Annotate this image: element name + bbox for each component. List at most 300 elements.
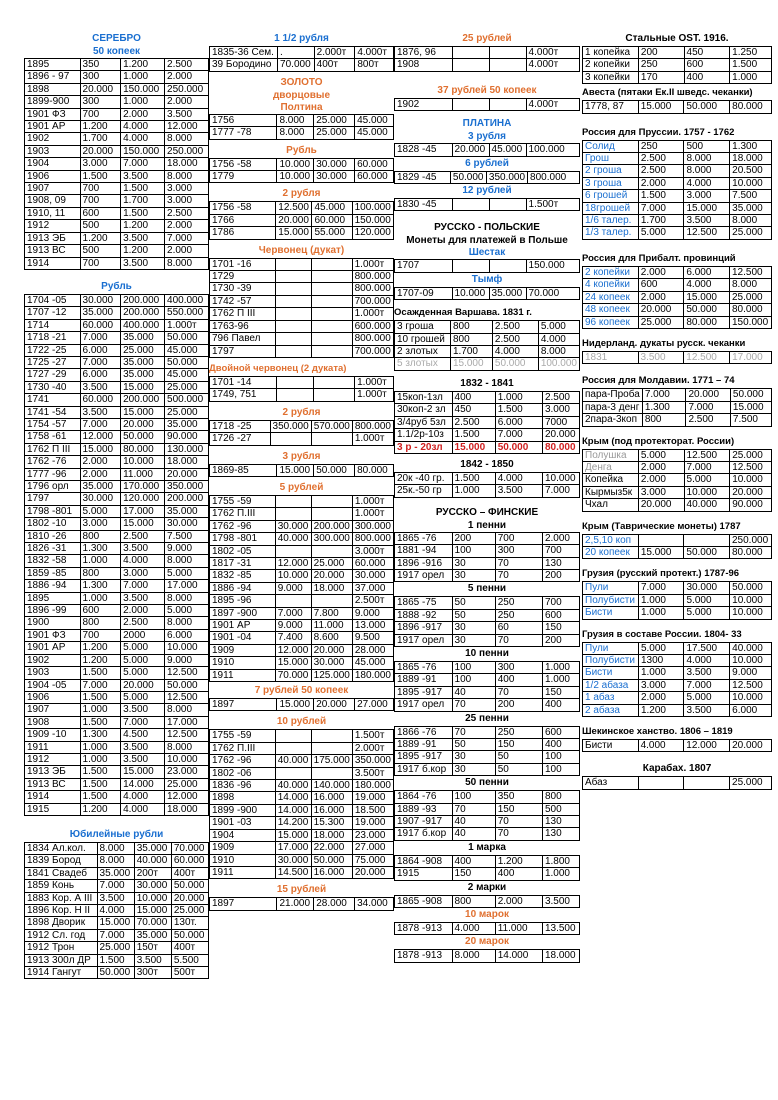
table-row	[25, 691, 209, 703]
table-row	[395, 472, 580, 484]
table-cell: 1917 орел	[395, 699, 453, 711]
table-cell: 8.600	[311, 632, 352, 644]
table-cell: 1900	[25, 617, 81, 629]
table-cell: 1.000	[638, 594, 684, 606]
section-title: 2 рубля	[282, 406, 321, 418]
table-cell: 5.000	[121, 667, 165, 679]
table-row	[210, 114, 394, 126]
table-cell: 200.000	[311, 520, 352, 532]
table-cell: 800	[80, 617, 121, 629]
table-row	[25, 505, 209, 517]
table-row	[25, 929, 209, 941]
price-table	[582, 388, 772, 426]
table-cell: 1.300	[642, 401, 686, 413]
table-cell: 3.000	[542, 404, 579, 416]
table-row	[395, 763, 580, 775]
table-cell: 1836 -96	[210, 780, 276, 792]
table-cell: 200	[542, 569, 579, 581]
table-cell: 1.000т	[352, 308, 393, 320]
table-cell: 55.000	[312, 227, 352, 239]
table-row	[210, 171, 394, 183]
table-cell: 22.000	[311, 842, 352, 854]
table-cell: 10.000	[730, 177, 772, 189]
table-row	[210, 755, 394, 767]
table-cell	[276, 308, 312, 320]
table-cell: 400	[542, 739, 579, 751]
table-cell: 7.000	[97, 880, 134, 892]
table-row	[583, 534, 772, 546]
table-cell: 15.300	[311, 817, 352, 829]
table-cell: 1902	[25, 654, 81, 666]
price-section	[582, 567, 772, 619]
table-cell: 3.500т	[352, 767, 393, 779]
table-row	[25, 232, 209, 244]
table-row	[25, 344, 209, 356]
table-cell: 1.000	[80, 592, 121, 604]
table-cell: 1.500	[121, 207, 165, 219]
table-cell: 60.000	[80, 394, 121, 406]
table-cell: 12.500	[729, 266, 771, 278]
table-cell: 80.000	[729, 304, 771, 316]
table-cell: 1.000т	[355, 376, 394, 388]
table-cell: 10.000	[134, 892, 171, 904]
table-cell: 25к.-50 гр	[395, 485, 453, 497]
table-cell: 2.000	[495, 895, 542, 907]
price-section	[394, 881, 580, 908]
table-cell: 30.000	[275, 520, 311, 532]
table-row	[210, 817, 394, 829]
table-row	[25, 629, 209, 641]
table-cell: 1.000	[542, 674, 579, 686]
table-cell: 1898	[25, 83, 81, 95]
table-cell: 1866 -76	[395, 726, 453, 738]
table-cell: 2.000т	[352, 742, 393, 754]
table-row	[210, 866, 394, 878]
table-cell: 8.000	[452, 950, 495, 962]
table-cell: 8.000	[277, 114, 314, 126]
table-cell: 150.000	[729, 316, 771, 328]
table-cell: 1.1/2р-10з	[395, 429, 453, 441]
table-cell: 2.500	[165, 207, 209, 219]
table-cell: 100	[452, 674, 495, 686]
table-cell: 350.000	[165, 481, 209, 493]
table-cell: 800.000	[352, 420, 393, 432]
table-cell: 37.000	[352, 582, 393, 594]
table-cell: 1831	[583, 351, 639, 363]
table-row	[210, 214, 394, 226]
table-cell	[275, 730, 311, 742]
table-cell: 12.000	[165, 791, 209, 803]
table-cell: 1704 -05	[25, 294, 81, 306]
table-cell: 1895 -96	[210, 595, 276, 607]
table-cell: 35.000	[121, 356, 165, 368]
table-row	[210, 767, 394, 779]
section-title: Грузия в составе России. 1804- 33	[582, 628, 742, 640]
table-cell: 50.000	[495, 441, 542, 453]
table-row	[583, 177, 772, 189]
table-cell: 2.000	[638, 177, 684, 189]
table-cell: 18.000	[165, 456, 209, 468]
table-cell: 1895	[25, 59, 81, 71]
table-cell: 50	[452, 597, 495, 609]
table-row	[395, 441, 580, 453]
price-table	[582, 739, 772, 752]
table-cell: Кырмыз5к	[583, 486, 639, 498]
price-table	[582, 534, 772, 560]
table-row	[25, 716, 209, 728]
table-row	[583, 165, 772, 177]
table-row	[25, 543, 209, 555]
table-cell: 3.500	[121, 543, 165, 555]
table-row	[395, 532, 580, 544]
table-cell: 200	[638, 47, 684, 59]
table-cell: 8.000	[684, 165, 730, 177]
table-row	[25, 71, 209, 83]
table-row	[583, 389, 772, 401]
table-cell: 4.000	[121, 791, 165, 803]
table-cell: 1912	[25, 220, 81, 232]
table-cell: 1.500	[452, 472, 495, 484]
table-cell: 30	[452, 557, 495, 569]
table-cell: 1755 -59	[210, 495, 276, 507]
table-cell: 4.000	[638, 740, 684, 752]
table-row	[583, 546, 772, 558]
table-cell: 1762 -96	[210, 520, 276, 532]
table-cell: 39 Бородино	[210, 59, 278, 71]
table-cell: 25.000	[97, 942, 134, 954]
table-cell: 15.000	[80, 443, 121, 455]
section-subtitle: Шестак	[468, 247, 506, 259]
table-cell	[638, 534, 684, 546]
table-cell: 50.000	[684, 304, 730, 316]
section-title: Шекинское ханство. 1806 – 1819	[582, 726, 733, 738]
table-cell: 1907 -917	[395, 816, 453, 828]
table-cell: 1841 Свадеб	[25, 867, 98, 879]
table-row	[395, 333, 580, 345]
price-table	[394, 259, 580, 272]
table-row	[395, 391, 580, 403]
table-cell: 700	[542, 545, 579, 557]
price-section	[209, 144, 394, 184]
table-row	[395, 674, 580, 686]
table-cell: 4.000	[495, 472, 542, 484]
table-cell	[489, 59, 526, 71]
table-cell: 1865 -76	[395, 532, 453, 544]
section-title: Крым (Таврические монеты) 1787	[582, 520, 741, 532]
table-cell: 5.000	[80, 505, 121, 517]
table-cell: 500	[80, 220, 121, 232]
table-cell: 16.000	[311, 804, 352, 816]
table-cell: 8.000	[165, 257, 209, 269]
table-cell: 700	[80, 629, 121, 641]
table-cell: 60.000	[80, 319, 121, 331]
table-cell: 350	[495, 791, 542, 803]
section-title: 15 рублей	[276, 884, 327, 896]
table-cell: 1.500	[80, 170, 121, 182]
table-cell: 1.000т	[352, 495, 393, 507]
table-row	[583, 202, 772, 214]
table-cell: 7.000	[542, 485, 579, 497]
price-section	[209, 481, 394, 682]
table-cell: 250	[638, 140, 684, 152]
table-cell: 1777 -96	[25, 468, 81, 480]
table-cell: 17.500	[684, 642, 730, 654]
table-cell: 30.000	[134, 880, 171, 892]
price-section	[394, 841, 580, 881]
table-cell: 500т	[171, 967, 208, 979]
price-table	[394, 171, 580, 184]
table-cell: 35.000	[165, 505, 209, 517]
table-cell: 17.000	[165, 580, 209, 592]
table-cell: 250.000	[165, 83, 209, 95]
table-cell: 3.500	[121, 704, 165, 716]
section-subtitle: дворцовые	[272, 89, 331, 101]
table-cell: 23.000	[165, 766, 209, 778]
table-row	[583, 655, 772, 667]
section-title: Авеста (пятаки Ек.II шведс. чеканки)	[582, 87, 753, 99]
table-cell: 15.000	[97, 917, 134, 929]
table-cell: 90.000	[165, 431, 209, 443]
table-cell: 1722 -25	[25, 344, 81, 356]
table-cell: 1.000т	[352, 508, 393, 520]
table-cell: 9.000	[352, 607, 393, 619]
table-cell: 800.000	[352, 333, 393, 345]
table-cell: 25.000	[314, 114, 355, 126]
table-cell: 1.200	[80, 232, 121, 244]
column-2	[209, 32, 394, 911]
table-cell: 1707-09	[395, 287, 453, 299]
price-section	[582, 86, 772, 113]
table-row	[395, 855, 580, 867]
table-cell: 12.000	[275, 557, 311, 569]
price-section	[582, 337, 772, 364]
table-cell: 1908, 09	[25, 195, 81, 207]
table-row	[25, 257, 209, 269]
table-cell: 12.500	[276, 202, 312, 214]
table-row	[210, 158, 394, 170]
table-cell: 15.000	[121, 381, 165, 393]
table-cell: 10.000	[165, 642, 209, 654]
table-cell	[275, 595, 311, 607]
table-row	[210, 620, 394, 632]
table-row	[210, 792, 394, 804]
table-cell: 200.000	[121, 307, 165, 319]
table-row	[210, 607, 394, 619]
table-cell: 3.500	[97, 892, 134, 904]
table-cell: 20.000	[686, 389, 730, 401]
section-subtitle: 50 копеек	[92, 46, 141, 57]
table-cell: 1727 -29	[25, 369, 81, 381]
section-title: 20 марок	[465, 936, 509, 948]
table-row	[583, 692, 772, 704]
table-cell: 400т	[314, 59, 355, 71]
table-row	[583, 47, 772, 59]
table-cell: 1904	[25, 158, 81, 170]
table-cell: 700	[495, 532, 542, 544]
section-subtitle: 1 пенни	[467, 519, 507, 531]
table-cell: 25.000	[730, 449, 772, 461]
table-cell: 120.000	[121, 493, 165, 505]
table-cell: 3.000	[638, 679, 684, 691]
table-cell: 8.000	[684, 153, 730, 165]
table-cell: 2.000	[542, 532, 579, 544]
table-cell: 150	[452, 868, 495, 880]
price-table	[24, 842, 209, 979]
table-cell: 35.000	[134, 842, 171, 854]
table-row	[25, 96, 209, 108]
price-table	[394, 726, 580, 777]
table-cell: 25.000	[121, 344, 165, 356]
table-cell: 50.000	[314, 464, 355, 476]
table-cell: 48 копеек	[583, 304, 639, 316]
table-cell: 30	[452, 569, 495, 581]
table-cell: 40.000	[275, 755, 311, 767]
table-row	[395, 287, 580, 299]
table-cell: 25.000	[165, 778, 209, 790]
table-row	[25, 170, 209, 182]
table-cell: 1786	[210, 227, 276, 239]
table-cell: 70	[495, 816, 542, 828]
table-row	[25, 592, 209, 604]
table-cell: 1741 -54	[25, 406, 81, 418]
table-cell: 3.000	[165, 195, 209, 207]
price-section	[394, 377, 580, 454]
table-cell: 35.000	[80, 481, 121, 493]
table-cell: 25.000	[311, 557, 352, 569]
section-title: 2 рубля	[282, 188, 321, 200]
table-cell: 1895 -917	[395, 686, 453, 698]
table-row	[25, 642, 209, 654]
table-cell: 1 копейка	[583, 47, 639, 59]
table-cell: 4.000	[121, 133, 165, 145]
table-cell: 80.000	[730, 546, 772, 558]
table-cell: 12.000	[275, 644, 311, 656]
table-cell: 40.000	[134, 855, 171, 867]
table-cell: 1909	[210, 644, 276, 656]
table-cell: 1.500	[121, 183, 165, 195]
table-cell: 12.500	[165, 691, 209, 703]
table-cell: 13.000	[352, 620, 393, 632]
table-cell: 10.000	[542, 472, 579, 484]
table-cell: 700	[80, 183, 121, 195]
table-cell: 45.000	[165, 344, 209, 356]
table-cell: 1.200	[80, 642, 121, 654]
table-cell: 1729	[210, 271, 276, 283]
table-cell: 4.000	[538, 333, 579, 345]
price-table	[209, 495, 394, 682]
price-section	[394, 647, 580, 712]
price-section	[394, 458, 580, 498]
table-cell: 20.000	[121, 418, 165, 430]
table-cell: 1.200	[80, 803, 121, 815]
table-cell	[452, 47, 489, 59]
table-cell: 4.000	[684, 177, 730, 189]
table-row	[210, 595, 394, 607]
section-subtitle: 3 рубля	[468, 131, 506, 143]
table-row	[25, 108, 209, 120]
table-row	[395, 346, 580, 358]
table-cell: 1762 П III	[210, 308, 276, 320]
table-cell	[452, 59, 489, 71]
price-table	[582, 351, 772, 364]
table-cell: 800т	[355, 59, 394, 71]
price-table	[209, 158, 394, 184]
table-cell: 1300	[638, 655, 684, 667]
table-cell: 1830 -45	[395, 199, 453, 211]
table-row	[210, 582, 394, 594]
table-row	[25, 942, 209, 954]
table-cell: 1901 АР	[25, 642, 81, 654]
table-cell: 15.000	[134, 905, 171, 917]
table-cell: 500	[80, 245, 121, 257]
table-cell: 2.500	[492, 333, 538, 345]
table-cell: 8.000	[165, 704, 209, 716]
table-cell: 400	[684, 71, 730, 83]
table-cell: 20.000	[276, 214, 312, 226]
price-section	[394, 712, 580, 777]
table-cell: 1/3 талер.	[583, 227, 639, 239]
table-row	[583, 71, 772, 83]
table-cell: 100	[542, 751, 579, 763]
table-cell: 2.500	[121, 530, 165, 542]
section-title: 10 марок	[465, 909, 509, 921]
table-row	[25, 83, 209, 95]
table-cell: 5.000	[684, 607, 730, 619]
table-row	[583, 449, 772, 461]
table-cell: Полушка	[583, 449, 639, 461]
table-cell: 35.000	[97, 867, 134, 879]
price-section	[24, 280, 209, 816]
table-cell: 250	[495, 726, 542, 738]
table-cell: Полубисти	[583, 594, 639, 606]
table-cell	[270, 433, 311, 445]
table-cell: 1859 Конь	[25, 880, 98, 892]
table-cell: 1.000	[730, 71, 772, 83]
table-cell: 1817 -31	[210, 557, 276, 569]
section-subtitle: Полтина	[280, 101, 323, 113]
table-cell: 1915	[25, 803, 81, 815]
price-section	[394, 84, 580, 111]
table-cell: 1701 -14	[210, 376, 277, 388]
price-section	[394, 908, 580, 935]
table-row	[25, 753, 209, 765]
table-cell: 7.000	[97, 929, 134, 941]
table-cell: 40	[452, 816, 495, 828]
table-cell: 1865 -76	[395, 661, 453, 673]
table-cell: 150т	[134, 942, 171, 954]
table-cell: 20.000	[730, 740, 772, 752]
table-cell: 400т	[171, 867, 208, 879]
table-cell: 5.500	[171, 954, 208, 966]
table-cell: 1.200	[495, 855, 542, 867]
price-section	[394, 32, 580, 72]
table-cell: 700	[80, 108, 121, 120]
table-cell: .	[278, 47, 315, 59]
table-cell: 1756 -58	[210, 158, 277, 170]
table-cell: 2,5,10 коп	[583, 534, 639, 546]
table-cell: 15.000	[638, 101, 684, 113]
table-cell: 24 копеек	[583, 291, 639, 303]
table-row	[25, 791, 209, 803]
table-row	[25, 418, 209, 430]
table-cell: 2.500	[638, 153, 684, 165]
table-row	[395, 485, 580, 497]
table-cell: 1701 -16	[210, 258, 276, 270]
table-cell: 17.000	[165, 716, 209, 728]
table-row	[25, 867, 209, 879]
table-cell: 19.000	[352, 817, 393, 829]
table-cell: 800.000	[528, 171, 580, 183]
